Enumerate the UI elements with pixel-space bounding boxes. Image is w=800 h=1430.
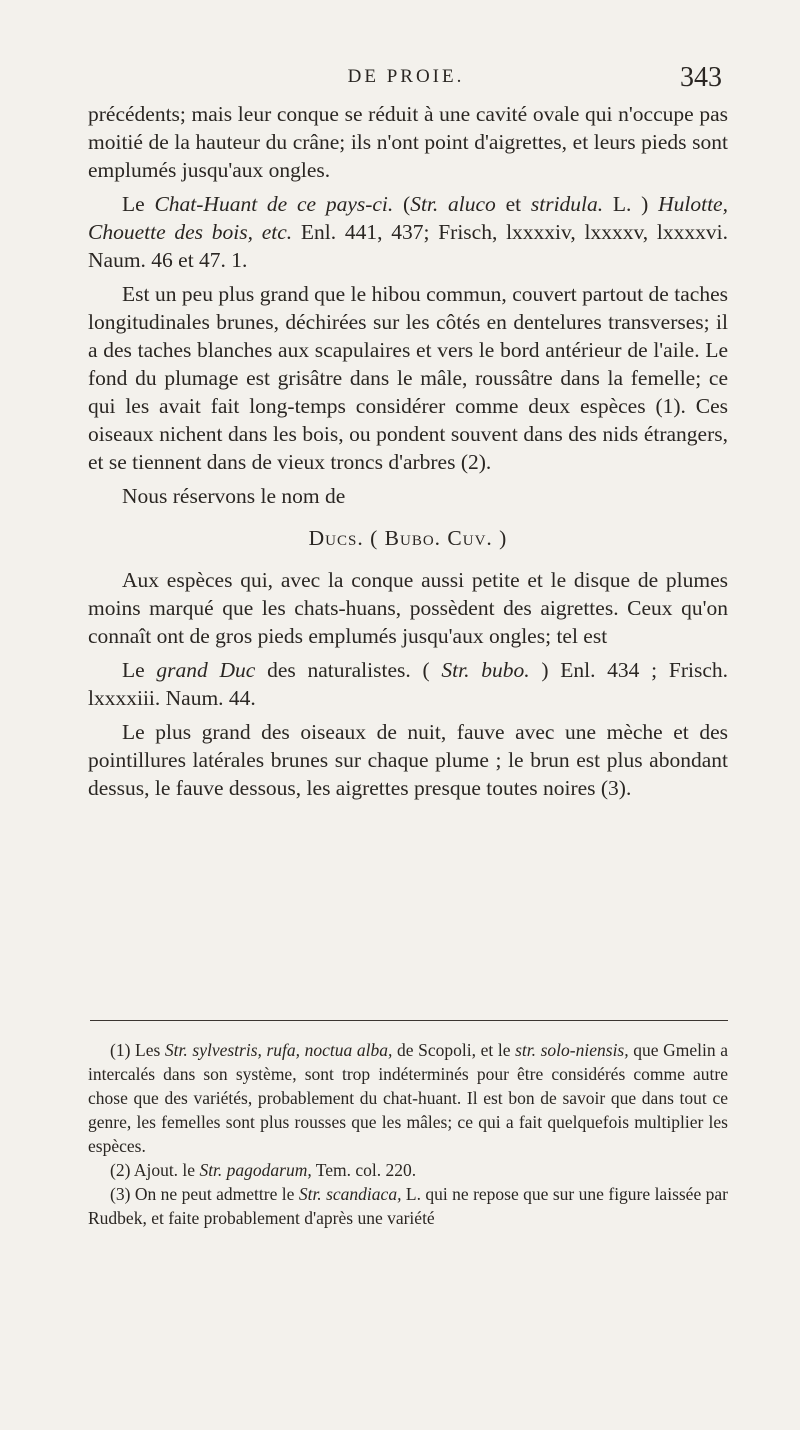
main-text [88, 100, 728, 802]
genus-latin: ( Bubo. Cuv. ) [370, 526, 508, 550]
footnote-3: (3) On ne peut admettre le Str. scandiaca, L. qui ne repose que sur une figure laissée par Rudbek, et faite probablement d'après une variété [88, 1184, 728, 1228]
genus-heading [88, 524, 728, 552]
latin-name: stridula. [530, 192, 604, 216]
species-name: grand Duc [156, 658, 256, 682]
page-number: 343 [680, 62, 722, 93]
paragraph: Nous réservons le nom de [122, 484, 346, 508]
references: Enl. 441, 437; Frisch, lxxxxiv, lxxxxv, lxxxxvi. Naum. 46 et 47. 1. [88, 220, 728, 272]
page-header [90, 62, 722, 102]
genus-description: Aux espèces qui, avec la conque aussi petite et le disque de plumes moins marqué que les chats-huans, possèdent des aigrettes. Ceux qu'on connaît ont de gros pieds emplumés jusqu'aux ongles; tel est [88, 568, 728, 648]
species-description: Est un peu plus grand que le hibou commun, couvert partout de taches longitudinales brunes, déchirées sur les côtés en dentelures transverses; il a des taches blanches aux scapulaires et vers le bord antérieur de l'aile. Le fond du plumage est grisâtre dans le mâle, roussâtre dans la femelle; ce qui les avait fait long-temps considérer comme deux espèces (1). Ces oiseaux nichent dans les bois, ou pondent souvent dans des nids étrangers, et se tiennent dans de vieux troncs d'arbres (2). [88, 282, 728, 474]
common-names: Hulotte, Chouette des bois, etc. [88, 192, 728, 244]
footnote-2: (2) Ajout. le Str. pagodarum, Tem. col. 220. [110, 1160, 417, 1180]
species-description: Le plus grand des oiseaux de nuit, fauve avec une mèche et des pointillures latérales brunes sur chaque plume ; le brun est plus abondant dessus, le fauve dessous, les aigrettes presque toutes noires (3). [88, 720, 728, 800]
species-name: Chat-Huant de ce pays-ci. [154, 192, 394, 216]
running-head: DE PROIE. [347, 66, 465, 87]
references: ) Enl. 434 ; Frisch. lxxxxiii. Naum. 44. [88, 658, 728, 710]
latin-name: Str. bubo. [441, 658, 530, 682]
genus-name: Ducs. [308, 526, 364, 550]
footnotes [88, 1038, 728, 1230]
species-entry-grand-duc: Le grand Duc des naturalistes. ( Str. bubo. ) Enl. 434 ; Frisch. lxxxxiii. Naum. 44. [88, 658, 728, 710]
footnote-1: (1) Les Str. sylvestris, rufa, noctua alba, de Scopoli, et le str. solo-niensis, que Gmelin a intercalés dans son système, sont trop indéterminés pour être considérés comme autre chose que des variétés, probablement du chat-huant. Il est bon de savoir que dans tout ce genre, les femelles sont plus rousses que les mâles; ce qui a fait quelquefois multiplier les espèces. [88, 1040, 728, 1156]
paragraph-continued: précédents; mais leur conque se réduit à une cavité ovale qui n'occupe pas moitié de la hauteur du crâne; ils n'ont point d'aigrettes, et leurs pieds sont emplumés jusqu'aux ongles. [88, 102, 728, 182]
footnote-divider [90, 1020, 728, 1021]
latin-name: Str. aluco [410, 192, 496, 216]
species-entry-chat-huant: Le Chat-Huant de ce pays-ci. (Str. aluco et stridula. L. ) Hulotte, Chouette des bois, etc. Enl. 441, 437; Frisch, lxxxxiv, lxxxxv, lxxxxvi. Naum. 46 et 47. 1. [88, 192, 728, 272]
